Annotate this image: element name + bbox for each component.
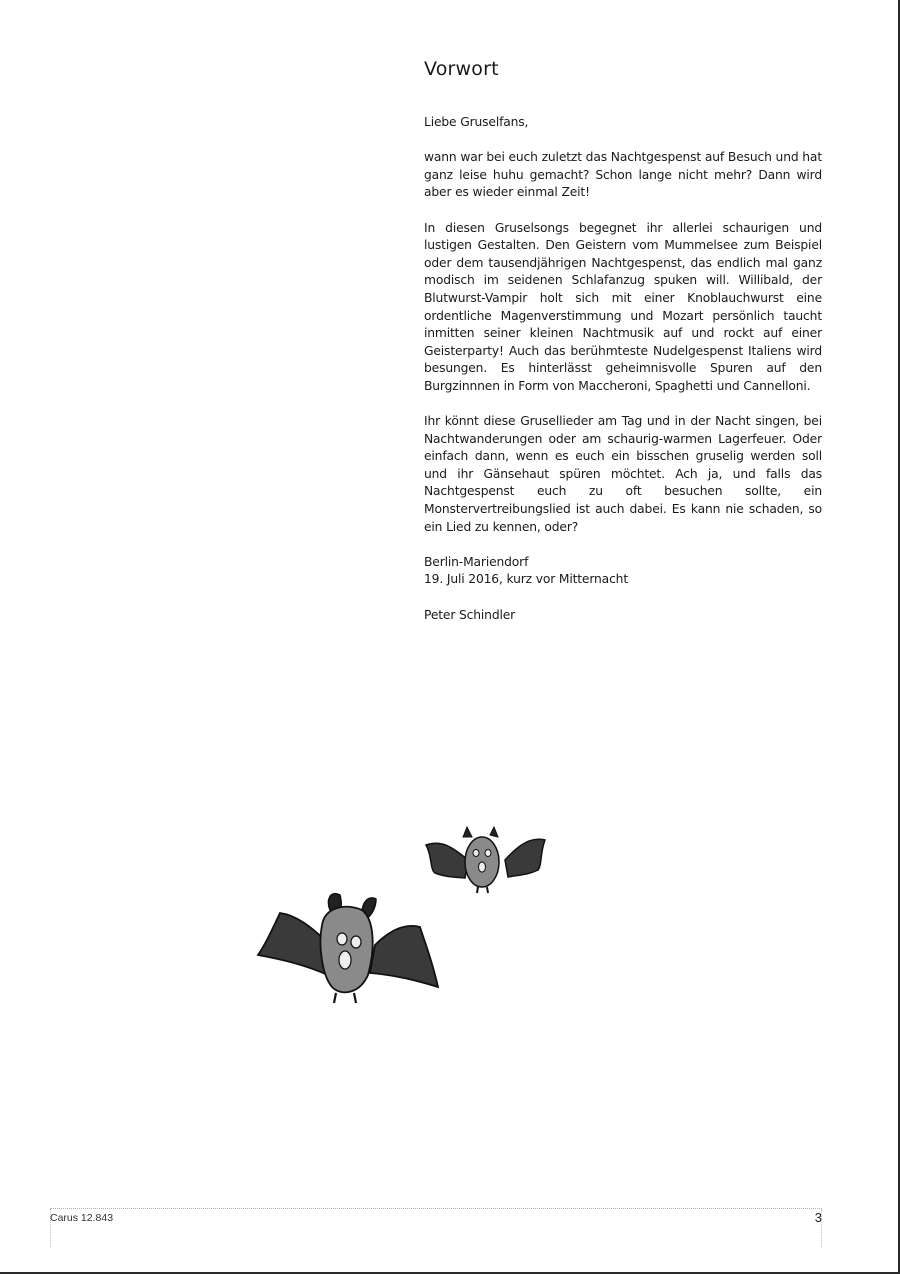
place: Berlin-Mariendorf <box>424 554 529 569</box>
paragraph-intro: wann war bei euch zuletzt das Nachtgespenst auf Besuch und hat ganz leise huhu gemacht? Schon lange nicht mehr? Dann wird aber es wieder einmal Zeit! <box>424 150 822 200</box>
date: 19. Juli 2016, kurz vor Mitternacht <box>424 572 628 587</box>
paragraph-songs: In diesen Gruselsongs begegnet ihr allerlei schaurigen und lustigen Gestalten. Den Geistern vom Mummelsee zum Beispiel oder dem tausendjährigen Nachtgespenst, das endlich mal ganz modisch im seidenen Schlafanzug spuken will. Willibald, der Blutwurst-Vampir holt sich mit einer Knoblauchwurst eine ordentliche Magenverstimmung und Mozart persönlich taucht inmitten seiner kleinen Nachtmusik auf und rockt auf einer Geisterparty! Auch das berühmteste Nudelgespenst Italiens wird besungen. Es hinterlässt geheimnisvolle Spuren auf den Burgzinnnen in Form von Maccheroni, Spaghetti und Cannelloni. <box>424 220 822 393</box>
page-number: 3 <box>814 1210 822 1225</box>
salutation: Liebe Gruselfans, <box>424 115 529 129</box>
signature: Peter Schindler <box>424 607 516 622</box>
foreword-text <box>424 58 822 642</box>
large-bat-icon <box>258 894 438 1003</box>
page-title: Vorwort <box>424 58 499 80</box>
catalog-number: Carus 12.843 <box>50 1212 114 1224</box>
place-date <box>424 554 822 589</box>
bats-illustration-icon <box>250 815 560 1025</box>
page-footer <box>50 1208 822 1247</box>
paragraph-usage: Ihr könnt diese Grusellieder am Tag und in der Nacht singen, bei Nachtwanderungen oder am schaurig-warmen Lagerfeuer. Oder einfach dann, wenn es euch ein bisschen gruselig werden soll und ihr Gänsehaut spüren möchtet. Ach ja, und falls das Nachtgespenst euch zu oft besuchen sollte, ein Monstervertreibungslied ist auch dabei. Es kann nie schaden, so ein Lied zu kennen, oder? <box>424 414 822 534</box>
small-bat-icon <box>426 827 545 893</box>
